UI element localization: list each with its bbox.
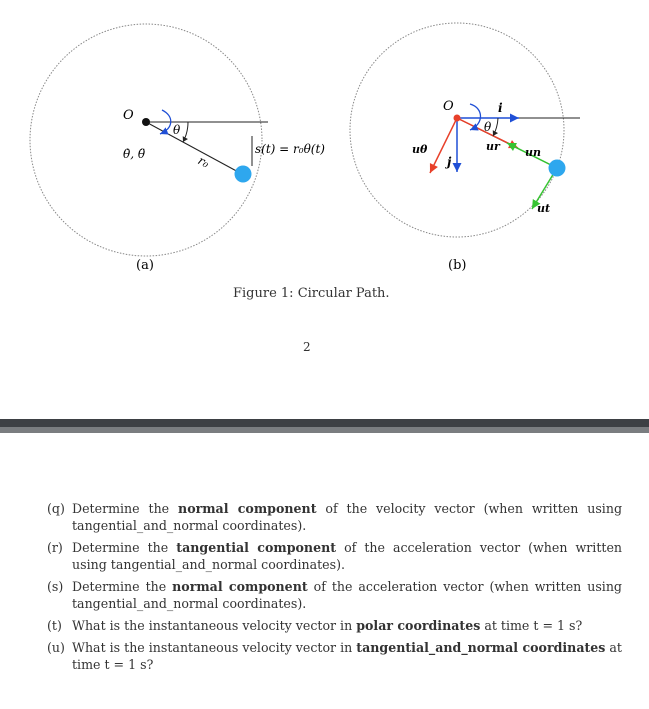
arc-label-a: s(t) = r₀θ(t)	[255, 142, 325, 156]
u-theta-label: uθ	[412, 143, 428, 156]
question-text: at time t = 1 s?	[480, 618, 583, 633]
question-emphasis: tangential component	[176, 540, 337, 555]
theta-arc-b	[493, 118, 498, 136]
origin-dot-b	[454, 115, 461, 122]
page-number: 2	[303, 340, 311, 354]
panel-b-label: (b)	[448, 258, 467, 273]
page-break-shadow	[0, 427, 649, 433]
question-item	[47, 578, 622, 612]
question-emphasis: normal component	[178, 501, 317, 516]
question-item	[47, 539, 622, 573]
theta-dot-label-a: θ̇, θ̈	[123, 147, 146, 161]
rotation-arc-b	[470, 104, 481, 130]
particle-a	[235, 166, 252, 183]
question-text: Determine the	[72, 501, 179, 516]
question-text: What is the instantaneous velocity vector in	[72, 618, 357, 633]
figure-caption: Figure 1: Circular Path.	[233, 286, 390, 301]
theta-label-b: θ	[484, 120, 492, 134]
u-theta-vector	[430, 118, 457, 173]
circular-path-figure	[0, 0, 649, 330]
question-text: of the velocity vector (when written using tangential_and_normal coordinates).	[72, 501, 623, 533]
page-break-bar	[0, 419, 649, 427]
question-label: (r)	[47, 540, 63, 555]
u-r-label: ur	[486, 140, 500, 153]
question-emphasis: polar coordinates	[356, 618, 481, 633]
u-n-label: un	[525, 146, 541, 159]
question-text: Determine the	[72, 579, 173, 594]
question-label: (u)	[47, 640, 65, 655]
question-label: (t)	[47, 618, 62, 633]
u-t-label: ut	[537, 202, 551, 215]
panel-a	[30, 24, 325, 273]
question-text: What is the instantaneous velocity vector in	[72, 640, 357, 655]
question-list	[47, 500, 622, 678]
question-item	[47, 617, 622, 634]
radius-line-a	[146, 122, 242, 174]
radius-label-a: r₀	[195, 153, 212, 171]
j-label: j	[447, 155, 452, 169]
panel-b	[350, 23, 580, 273]
question-text: of the acceleration vector (when written using tangential_and_normal coordinates).	[72, 579, 622, 611]
question-item	[47, 500, 622, 534]
question-text: at time t = 1 s?	[72, 640, 622, 672]
question-label: (q)	[47, 501, 65, 516]
theta-arc-a	[183, 122, 188, 142]
panel-a-label: (a)	[136, 258, 154, 273]
origin-label-b: O	[443, 99, 454, 114]
particle-b	[549, 160, 566, 177]
question-label: (s)	[47, 579, 64, 594]
i-label: i	[498, 101, 503, 115]
origin-label-a: O	[123, 108, 134, 123]
origin-dot-a	[142, 118, 150, 126]
question-text: Determine the	[72, 540, 177, 555]
path-circle-a	[30, 24, 262, 256]
question-text: of the acceleration vector (when written using tangential_and_normal coordinates).	[72, 540, 623, 572]
question-emphasis: tangential_and_normal coordinates	[356, 640, 606, 655]
question-emphasis: normal component	[172, 579, 308, 594]
question-item	[47, 639, 622, 673]
theta-label-a: θ	[173, 123, 181, 137]
